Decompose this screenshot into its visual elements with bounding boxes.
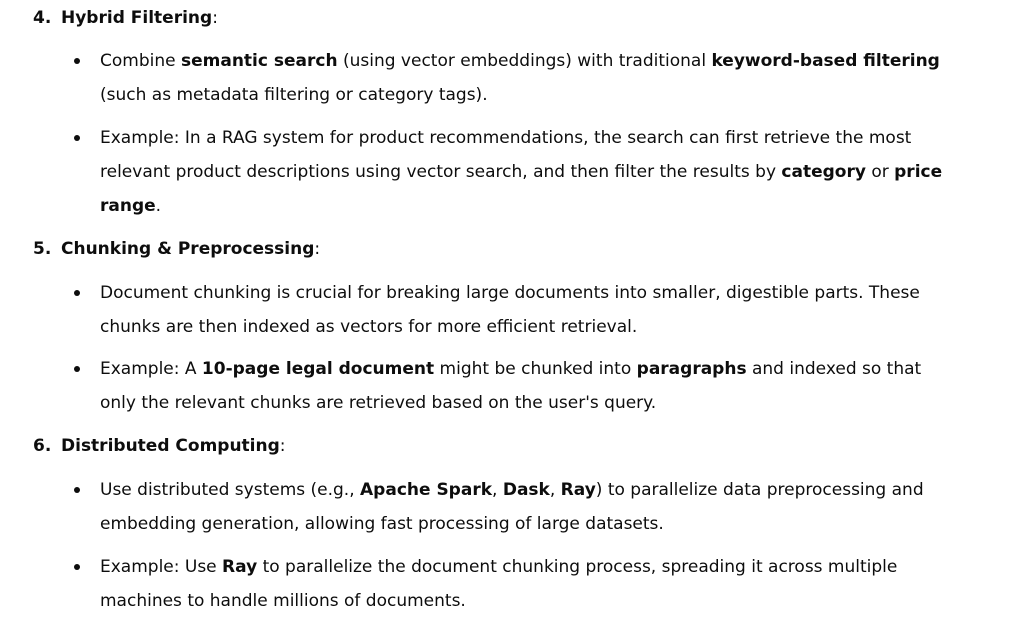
bold-text: paragraphs	[636, 359, 747, 379]
bullet-dot	[74, 135, 80, 141]
text-run: (such as metadata filtering or category tags).	[100, 85, 488, 105]
bullet-dot	[74, 564, 80, 570]
text-run: Example: A	[100, 359, 202, 379]
bold-text: 10-page legal document	[201, 359, 435, 379]
bold-text: price range	[100, 162, 943, 216]
section-title: Distributed Computing	[61, 436, 280, 456]
bullet-text	[100, 121, 960, 223]
section-colon: :	[279, 436, 286, 456]
text-run: Use distributed systems (e.g.,	[100, 480, 361, 500]
text-run: to parallelize the document chunking process, spreading it across multiple machines to handle millions of documents.	[100, 557, 898, 611]
section-number: 6.	[33, 436, 52, 456]
text-run: ) to parallelize data preprocessing and embedding generation, allowing fast processing of large datasets.	[100, 480, 924, 534]
text-run: (using vector embeddings) with traditional	[337, 51, 712, 71]
bullet-dot	[74, 487, 80, 493]
section-colon: :	[212, 8, 218, 28]
bullet-dot	[74, 290, 80, 296]
bold-text: Apache Spark	[360, 480, 493, 500]
text-run: or	[865, 162, 895, 182]
section-heading-6	[33, 434, 286, 458]
text-run: Example: Use	[100, 557, 223, 577]
text-run: and indexed so that only the relevant chunks are retrieved based on the user's query.	[100, 359, 922, 413]
bold-text: Ray	[560, 480, 596, 500]
bullet-text	[100, 276, 960, 344]
bullet-text	[100, 550, 960, 618]
bullet-text	[100, 473, 960, 541]
text-run: might be chunked into	[434, 359, 637, 379]
text-run: ,	[549, 480, 561, 500]
bold-text: Dask	[502, 480, 550, 500]
section-colon: :	[314, 239, 321, 259]
bold-text: category	[781, 162, 866, 182]
bold-text: keyword-based filtering	[711, 51, 940, 71]
text-run: .	[155, 196, 162, 216]
text-run: ,	[492, 480, 503, 500]
text-run: Combine	[100, 51, 181, 71]
section-heading-4	[33, 6, 218, 30]
section-number: 4.	[33, 8, 52, 28]
bold-text: semantic search	[180, 51, 338, 71]
section-heading-5	[33, 237, 320, 261]
bold-text: Ray	[222, 557, 258, 577]
bullet-text	[100, 352, 960, 420]
section-title: Hybrid Filtering	[61, 8, 213, 28]
bullet-dot	[74, 366, 80, 372]
text-run: Example: In a RAG system for product recommendations, the search can first retrieve the most relevant product descriptions using vector search, and then filter the results by	[100, 128, 912, 182]
section-number: 5.	[33, 239, 52, 259]
bullet-text	[100, 44, 960, 112]
bullet-dot	[74, 58, 80, 64]
section-title: Chunking & Preprocessing	[61, 239, 315, 259]
text-run: Document chunking is crucial for breaking large documents into smaller, digestible parts. These chunks are then indexed as vectors for more efficient retrieval.	[100, 283, 920, 337]
